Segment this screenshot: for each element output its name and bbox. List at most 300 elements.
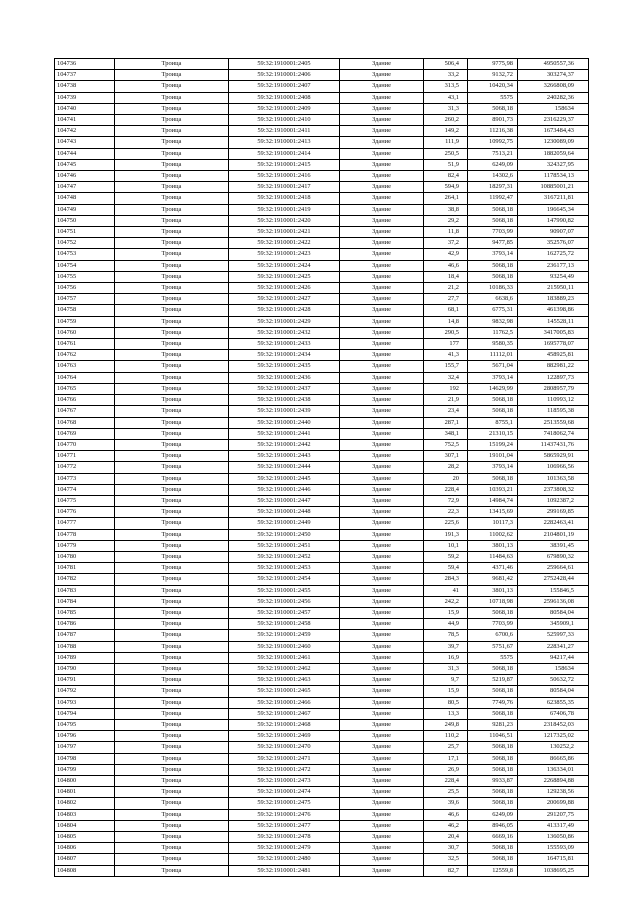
cadastral-number-cell: 59:32:1910001:2459: [229, 630, 340, 641]
locality-cell: Троица: [115, 81, 229, 92]
locality-cell: Троица: [115, 451, 229, 462]
value-cell: 2373808,32: [518, 484, 589, 495]
value-cell: 1882059,64: [518, 148, 589, 159]
locality-cell: Троица: [115, 238, 229, 249]
locality-cell: Троица: [115, 92, 229, 103]
row-number-cell: 104745: [55, 159, 115, 170]
locality-cell: Троица: [115, 148, 229, 159]
table-row: [55, 171, 589, 182]
table-row: [55, 406, 589, 417]
cadastral-number-cell: 59:32:1910001:2477: [229, 820, 340, 831]
locality-cell: Троица: [115, 215, 229, 226]
rate-cell: 11112,01: [468, 350, 518, 361]
rate-cell: 6638,6: [468, 294, 518, 305]
cadastral-number-cell: 59:32:1910001:2418: [229, 193, 340, 204]
locality-cell: Троица: [115, 832, 229, 843]
value-cell: 882981,22: [518, 361, 589, 372]
value-cell: 118595,38: [518, 406, 589, 417]
row-number-cell: 104789: [55, 652, 115, 663]
object-type-cell: Здание: [340, 540, 424, 551]
row-number-cell: 104749: [55, 204, 115, 215]
table-row: [55, 518, 589, 529]
value-cell: 90907,07: [518, 227, 589, 238]
value-cell: 94217,44: [518, 652, 589, 663]
locality-cell: Троица: [115, 742, 229, 753]
table-row: [55, 227, 589, 238]
value-cell: 2316229,37: [518, 115, 589, 126]
row-number-cell: 104764: [55, 372, 115, 383]
value-cell: 4950557,36: [518, 59, 589, 70]
area-cell: 28,2: [424, 462, 468, 473]
area-cell: 30,7: [424, 843, 468, 854]
table-row: [55, 663, 589, 674]
value-cell: 158634: [518, 103, 589, 114]
object-type-cell: Здание: [340, 428, 424, 439]
cadastral-number-cell: 59:32:1910001:2423: [229, 249, 340, 260]
row-number-cell: 104788: [55, 641, 115, 652]
area-cell: 23,4: [424, 406, 468, 417]
area-cell: 264,1: [424, 193, 468, 204]
table-row: [55, 686, 589, 697]
locality-cell: Троица: [115, 663, 229, 674]
table-row: [55, 551, 589, 562]
value-cell: 7418062,74: [518, 428, 589, 439]
table-row: [55, 451, 589, 462]
row-number-cell: 104801: [55, 787, 115, 798]
cadastral-number-cell: 59:32:1910001:2425: [229, 271, 340, 282]
rate-cell: 5068,18: [468, 215, 518, 226]
locality-cell: Троица: [115, 283, 229, 294]
row-number-cell: 104766: [55, 395, 115, 406]
rate-cell: 6249,09: [468, 159, 518, 170]
rate-cell: 15199,24: [468, 439, 518, 450]
area-cell: 82,7: [424, 865, 468, 876]
row-number-cell: 104781: [55, 563, 115, 574]
rate-cell: 4371,46: [468, 563, 518, 574]
cadastral-number-cell: 59:32:1910001:2440: [229, 417, 340, 428]
rate-cell: 7703,99: [468, 227, 518, 238]
table-row: [55, 574, 589, 585]
object-type-cell: Здание: [340, 708, 424, 719]
row-number-cell: 104736: [55, 59, 115, 70]
object-type-cell: Здание: [340, 383, 424, 394]
rate-cell: 9132,72: [468, 70, 518, 81]
locality-cell: Троица: [115, 159, 229, 170]
area-cell: 13,3: [424, 708, 468, 719]
cadastral-number-cell: 59:32:1910001:2429: [229, 316, 340, 327]
rate-cell: 11216,38: [468, 126, 518, 137]
cadastral-number-cell: 59:32:1910001:2479: [229, 843, 340, 854]
locality-cell: Троица: [115, 495, 229, 506]
area-cell: 26,9: [424, 764, 468, 775]
object-type-cell: Здание: [340, 484, 424, 495]
value-cell: 1178534,13: [518, 171, 589, 182]
object-type-cell: Здание: [340, 103, 424, 114]
locality-cell: Троица: [115, 641, 229, 652]
area-cell: 21,2: [424, 283, 468, 294]
rate-cell: 10420,34: [468, 81, 518, 92]
value-cell: 240282,36: [518, 92, 589, 103]
object-type-cell: Здание: [340, 574, 424, 585]
object-type-cell: Здание: [340, 171, 424, 182]
value-cell: 259664,61: [518, 563, 589, 574]
cadastral-number-cell: 59:32:1910001:2481: [229, 865, 340, 876]
table-row: [55, 361, 589, 372]
object-type-cell: Здание: [340, 148, 424, 159]
cadastral-number-cell: 59:32:1910001:2457: [229, 607, 340, 618]
area-cell: 32,5: [424, 854, 468, 865]
cadastral-number-cell: 59:32:1910001:2407: [229, 81, 340, 92]
object-type-cell: Здание: [340, 115, 424, 126]
value-cell: 93254,49: [518, 271, 589, 282]
area-cell: 228,4: [424, 484, 468, 495]
cadastral-number-cell: 59:32:1910001:2478: [229, 832, 340, 843]
table-row: [55, 103, 589, 114]
cadastral-number-cell: 59:32:1910001:2428: [229, 305, 340, 316]
cadastral-number-cell: 59:32:1910001:2469: [229, 731, 340, 742]
area-cell: 31,3: [424, 103, 468, 114]
area-cell: 155,7: [424, 361, 468, 372]
cadastral-number-cell: 59:32:1910001:2439: [229, 406, 340, 417]
cadastral-number-cell: 59:32:1910001:2438: [229, 395, 340, 406]
table-row: [55, 126, 589, 137]
row-number-cell: 104806: [55, 843, 115, 854]
rate-cell: 10117,3: [468, 518, 518, 529]
locality-cell: Троица: [115, 776, 229, 787]
cadastral-number-cell: 59:32:1910001:2409: [229, 103, 340, 114]
object-type-cell: Здание: [340, 215, 424, 226]
rate-cell: 5219,87: [468, 675, 518, 686]
locality-cell: Троица: [115, 115, 229, 126]
area-cell: 18,4: [424, 271, 468, 282]
locality-cell: Троица: [115, 865, 229, 876]
rate-cell: 7513,21: [468, 148, 518, 159]
value-cell: 122897,73: [518, 372, 589, 383]
table-row: [55, 607, 589, 618]
rate-cell: 9580,35: [468, 339, 518, 350]
table-row: [55, 260, 589, 271]
locality-cell: Троица: [115, 787, 229, 798]
object-type-cell: Здание: [340, 742, 424, 753]
table-row: [55, 305, 589, 316]
locality-cell: Троица: [115, 551, 229, 562]
row-number-cell: 104793: [55, 697, 115, 708]
cadastral-number-cell: 59:32:1910001:2424: [229, 260, 340, 271]
locality-cell: Троица: [115, 540, 229, 551]
area-cell: 27,7: [424, 294, 468, 305]
rate-cell: 21310,15: [468, 428, 518, 439]
area-cell: 46,6: [424, 809, 468, 820]
cadastral-number-cell: 59:32:1910001:2455: [229, 585, 340, 596]
table-row: [55, 742, 589, 753]
cadastral-number-cell: 59:32:1910001:2452: [229, 551, 340, 562]
table-row: [55, 81, 589, 92]
area-cell: 11,8: [424, 227, 468, 238]
table-row: [55, 764, 589, 775]
rate-cell: 14302,6: [468, 171, 518, 182]
locality-cell: Троица: [115, 652, 229, 663]
rate-cell: 5068,18: [468, 764, 518, 775]
table-row: [55, 137, 589, 148]
locality-cell: Троица: [115, 372, 229, 383]
value-cell: 67406,78: [518, 708, 589, 719]
row-number-cell: 104807: [55, 854, 115, 865]
object-type-cell: Здание: [340, 395, 424, 406]
value-cell: 155593,09: [518, 843, 589, 854]
table-row: [55, 619, 589, 630]
rate-cell: 5068,18: [468, 686, 518, 697]
row-number-cell: 104772: [55, 462, 115, 473]
value-cell: 50632,72: [518, 675, 589, 686]
locality-cell: Троица: [115, 619, 229, 630]
cadastral-number-cell: 59:32:1910001:2426: [229, 283, 340, 294]
rate-cell: 14984,74: [468, 495, 518, 506]
cadastral-number-cell: 59:32:1910001:2458: [229, 619, 340, 630]
value-cell: 80584,04: [518, 686, 589, 697]
rate-cell: 8755,1: [468, 417, 518, 428]
row-number-cell: 104747: [55, 182, 115, 193]
row-number-cell: 104750: [55, 215, 115, 226]
row-number-cell: 104751: [55, 227, 115, 238]
object-type-cell: Здание: [340, 518, 424, 529]
table-row: [55, 787, 589, 798]
cadastral-number-cell: 59:32:1910001:2461: [229, 652, 340, 663]
object-type-cell: Здание: [340, 753, 424, 764]
row-number-cell: 104791: [55, 675, 115, 686]
row-number-cell: 104777: [55, 518, 115, 529]
table-row: [55, 148, 589, 159]
object-type-cell: Здание: [340, 59, 424, 70]
value-cell: 145528,11: [518, 316, 589, 327]
value-cell: 86665,86: [518, 753, 589, 764]
cadastral-number-cell: 59:32:1910001:2419: [229, 204, 340, 215]
rate-cell: 5068,18: [468, 787, 518, 798]
locality-cell: Троица: [115, 406, 229, 417]
area-cell: 287,1: [424, 417, 468, 428]
cadastral-number-cell: 59:32:1910001:2442: [229, 439, 340, 450]
rate-cell: 5068,18: [468, 395, 518, 406]
value-cell: 38391,45: [518, 540, 589, 551]
row-number-cell: 104763: [55, 361, 115, 372]
area-cell: 260,2: [424, 115, 468, 126]
rate-cell: 7749,76: [468, 697, 518, 708]
row-number-cell: 104737: [55, 70, 115, 81]
object-type-cell: Здание: [340, 697, 424, 708]
object-type-cell: Здание: [340, 854, 424, 865]
rate-cell: 5068,18: [468, 742, 518, 753]
cadastral-number-cell: 59:32:1910001:2460: [229, 641, 340, 652]
area-cell: 290,5: [424, 327, 468, 338]
object-type-cell: Здание: [340, 417, 424, 428]
locality-cell: Троица: [115, 686, 229, 697]
area-cell: 9,7: [424, 675, 468, 686]
table-row: [55, 70, 589, 81]
cadastral-number-cell: 59:32:1910001:2454: [229, 574, 340, 585]
rate-cell: 9477,85: [468, 238, 518, 249]
table-row: [55, 115, 589, 126]
rate-cell: 11484,63: [468, 551, 518, 562]
table-row: [55, 630, 589, 641]
locality-cell: Троица: [115, 798, 229, 809]
rate-cell: 6775,31: [468, 305, 518, 316]
rate-cell: 3793,14: [468, 372, 518, 383]
locality-cell: Троица: [115, 719, 229, 730]
locality-cell: Троица: [115, 462, 229, 473]
value-cell: 155846,5: [518, 585, 589, 596]
locality-cell: Троица: [115, 70, 229, 81]
rate-cell: 12559,8: [468, 865, 518, 876]
table-row: [55, 540, 589, 551]
cadastral-number-cell: 59:32:1910001:2443: [229, 451, 340, 462]
value-cell: 200699,88: [518, 798, 589, 809]
row-number-cell: 104765: [55, 383, 115, 394]
cadastral-number-cell: 59:32:1910001:2437: [229, 383, 340, 394]
locality-cell: Троица: [115, 171, 229, 182]
object-type-cell: Здание: [340, 719, 424, 730]
table-row: [55, 327, 589, 338]
area-cell: 17,1: [424, 753, 468, 764]
value-cell: 3266808,09: [518, 81, 589, 92]
cadastral-number-cell: 59:32:1910001:2450: [229, 529, 340, 540]
row-number-cell: 104740: [55, 103, 115, 114]
cadastral-number-cell: 59:32:1910001:2422: [229, 238, 340, 249]
rate-cell: 3793,14: [468, 462, 518, 473]
row-number-cell: 104773: [55, 473, 115, 484]
object-type-cell: Здание: [340, 630, 424, 641]
object-type-cell: Здание: [340, 675, 424, 686]
value-cell: 236177,13: [518, 260, 589, 271]
table-row: [55, 854, 589, 865]
object-type-cell: Здание: [340, 294, 424, 305]
cadastral-number-cell: 59:32:1910001:2420: [229, 215, 340, 226]
value-cell: 413317,49: [518, 820, 589, 831]
rate-cell: 10992,75: [468, 137, 518, 148]
cadastral-number-cell: 59:32:1910001:2456: [229, 596, 340, 607]
cadastral-number-cell: 59:32:1910001:2434: [229, 350, 340, 361]
row-number-cell: 104808: [55, 865, 115, 876]
cadastral-number-cell: 59:32:1910001:2446: [229, 484, 340, 495]
locality-cell: Троица: [115, 529, 229, 540]
rate-cell: 10718,98: [468, 596, 518, 607]
object-type-cell: Здание: [340, 439, 424, 450]
object-type-cell: Здание: [340, 406, 424, 417]
row-number-cell: 104762: [55, 350, 115, 361]
locality-cell: Троица: [115, 809, 229, 820]
row-number-cell: 104770: [55, 439, 115, 450]
rate-cell: 3793,14: [468, 249, 518, 260]
area-cell: 177: [424, 339, 468, 350]
value-cell: 228341,27: [518, 641, 589, 652]
row-number-cell: 104787: [55, 630, 115, 641]
area-cell: 80,5: [424, 697, 468, 708]
cadastral-number-cell: 59:32:1910001:2465: [229, 686, 340, 697]
value-cell: 147990,82: [518, 215, 589, 226]
area-cell: 43,1: [424, 92, 468, 103]
object-type-cell: Здание: [340, 70, 424, 81]
object-type-cell: Здание: [340, 652, 424, 663]
table-row: [55, 585, 589, 596]
locality-cell: Троица: [115, 395, 229, 406]
row-number-cell: 104786: [55, 619, 115, 630]
object-type-cell: Здание: [340, 607, 424, 618]
cadastral-number-cell: 59:32:1910001:2413: [229, 137, 340, 148]
object-type-cell: Здание: [340, 596, 424, 607]
locality-cell: Троица: [115, 137, 229, 148]
value-cell: 136050,86: [518, 832, 589, 843]
locality-cell: Троица: [115, 204, 229, 215]
area-cell: 41: [424, 585, 468, 596]
value-cell: 106966,56: [518, 462, 589, 473]
area-cell: 10,1: [424, 540, 468, 551]
cadastral-number-cell: 59:32:1910001:2441: [229, 428, 340, 439]
table-row: [55, 271, 589, 282]
area-cell: 249,8: [424, 719, 468, 730]
row-number-cell: 104775: [55, 495, 115, 506]
table-row: [55, 428, 589, 439]
value-cell: 299169,85: [518, 507, 589, 518]
area-cell: 38,8: [424, 204, 468, 215]
row-number-cell: 104748: [55, 193, 115, 204]
object-type-cell: Здание: [340, 551, 424, 562]
rate-cell: 5751,67: [468, 641, 518, 652]
row-number-cell: 104778: [55, 529, 115, 540]
value-cell: 101363,58: [518, 473, 589, 484]
row-number-cell: 104753: [55, 249, 115, 260]
row-number-cell: 104804: [55, 820, 115, 831]
table-row: [55, 484, 589, 495]
table-row: [55, 283, 589, 294]
locality-cell: Троица: [115, 227, 229, 238]
rate-cell: 8946,05: [468, 820, 518, 831]
rate-cell: 5068,18: [468, 406, 518, 417]
rate-cell: 3801,13: [468, 585, 518, 596]
row-number-cell: 104758: [55, 305, 115, 316]
rate-cell: 6700,6: [468, 630, 518, 641]
value-cell: 345909,1: [518, 619, 589, 630]
value-cell: 2513559,68: [518, 417, 589, 428]
object-type-cell: Здание: [340, 585, 424, 596]
locality-cell: Троица: [115, 383, 229, 394]
row-number-cell: 104805: [55, 832, 115, 843]
table-row: [55, 809, 589, 820]
rate-cell: 18297,31: [468, 182, 518, 193]
value-cell: 3167211,81: [518, 193, 589, 204]
area-cell: 44,9: [424, 619, 468, 630]
row-number-cell: 104790: [55, 663, 115, 674]
locality-cell: Троица: [115, 193, 229, 204]
locality-cell: Троица: [115, 675, 229, 686]
area-cell: 313,5: [424, 81, 468, 92]
object-type-cell: Здание: [340, 182, 424, 193]
rate-cell: 5068,18: [468, 103, 518, 114]
locality-cell: Троица: [115, 350, 229, 361]
rate-cell: 9681,42: [468, 574, 518, 585]
cadastral-number-cell: 59:32:1910001:2433: [229, 339, 340, 350]
object-type-cell: Здание: [340, 798, 424, 809]
locality-cell: Троица: [115, 126, 229, 137]
rate-cell: 6249,09: [468, 809, 518, 820]
value-cell: 136334,01: [518, 764, 589, 775]
rate-cell: 19101,04: [468, 451, 518, 462]
row-number-cell: 104754: [55, 260, 115, 271]
object-type-cell: Здание: [340, 731, 424, 742]
rate-cell: 9775,98: [468, 59, 518, 70]
locality-cell: Троица: [115, 271, 229, 282]
object-type-cell: Здание: [340, 776, 424, 787]
value-cell: 80584,04: [518, 607, 589, 618]
rate-cell: 14629,99: [468, 383, 518, 394]
table-row: [55, 776, 589, 787]
